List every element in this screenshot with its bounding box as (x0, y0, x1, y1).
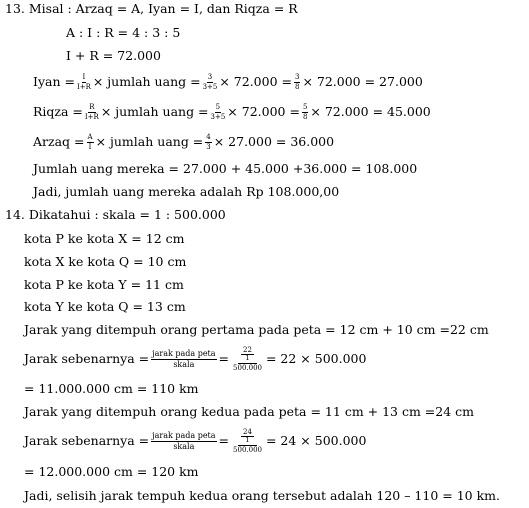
actual-distance-2 (24, 425, 366, 457)
fraction-denominator: I+R (84, 112, 99, 121)
distance-y-q: kota Y ke kota Q = 13 cm (24, 299, 186, 314)
nested-numerator (238, 429, 257, 446)
conclusion-14: Jadi, selisih jarak tempuh kedua orang tersebut adalah 120 – 110 = 10 km. (24, 488, 500, 503)
first-person-map-distance: Jarak yang ditempuh orang pertama pada peta = 12 cm + 10 cm =22 cm (24, 322, 489, 337)
fraction-numerator: jarak pada peta (152, 430, 216, 440)
actual-distance-result: = 22 × 500.000 (265, 350, 367, 366)
fraction-numerator: 5 (215, 102, 221, 111)
arzaq-fraction-1 (87, 134, 94, 151)
equals-sign: = (218, 350, 230, 366)
riqza-mid: × jumlah uang = (100, 103, 209, 119)
fraction-denominator: 3 (206, 142, 211, 151)
sum-line: I + R = 72.000 (66, 48, 161, 63)
inner-denominator: 1 (245, 435, 250, 444)
actual-distance-1 (24, 343, 366, 375)
riqza-fraction-1 (85, 104, 99, 121)
result-2: = 12.000.000 cm = 120 km (24, 464, 199, 479)
riqza-fraction-3 (302, 104, 308, 121)
arzaq-result: × 27.000 = 36.000 (213, 133, 335, 149)
problem-14-header: 14. Dikatahui : skala = 1 : 500.000 (5, 207, 226, 222)
fraction-numerator: 5 (302, 102, 308, 111)
iyan-result: × 72.000 = 27.000 (302, 73, 423, 89)
iyan-mid: × jumlah uang = (92, 73, 201, 89)
nested-fraction (233, 429, 262, 454)
arzaq-label: Arzaq = (33, 133, 85, 149)
distance-p-y: kota P ke kota Y = 11 cm (24, 277, 184, 292)
iyan-mid-2: × 72.000 = (219, 73, 292, 89)
iyan-equation (33, 72, 423, 92)
fraction-denominator: 3+5 (210, 112, 226, 121)
inner-numerator: 22 (243, 345, 252, 354)
riqza-result: × 72.000 = 45.000 (310, 103, 431, 119)
arzaq-fraction-2 (205, 134, 211, 151)
result-1: = 11.000.000 cm = 110 km (24, 381, 199, 396)
fraction-numerator: 3 (207, 72, 213, 81)
distance-x-q: kota X ke kota Q = 10 cm (24, 254, 187, 269)
fraction-denominator: 3+5 (202, 82, 218, 91)
conclusion-13: Jadi, jumlah uang mereka adalah Rp 108.000,00 (33, 184, 340, 199)
iyan-fraction-1 (77, 74, 91, 91)
fraction-numerator: R (89, 102, 95, 111)
fraction-numerator: I (82, 72, 86, 81)
fraction-numerator: A (87, 132, 93, 141)
arzaq-equation (33, 132, 334, 152)
fraction-denominator: skala (173, 359, 195, 369)
inner-numerator: 24 (243, 427, 252, 436)
fraction-numerator: jarak pada peta (152, 348, 216, 358)
riqza-fraction-2 (211, 104, 226, 121)
second-person-map-distance: Jarak yang ditempuh orang kedua pada peta = 11 cm + 13 cm =24 cm (24, 404, 474, 419)
iyan-fraction-2 (203, 74, 218, 91)
fraction-denominator: skala (173, 441, 195, 451)
nested-numerator (238, 347, 257, 364)
riqza-label: Riqza = (33, 103, 83, 119)
actual-distance-result: = 24 × 500.000 (265, 432, 367, 448)
riqza-equation (33, 102, 431, 122)
ratio-line: A : I : R = 4 : 3 : 5 (66, 25, 181, 40)
nested-fraction (233, 347, 262, 372)
fraction-denominator: 8 (302, 112, 308, 121)
total-line: Jumlah uang mereka = 27.000 + 45.000 +36.000 = 108.000 (33, 161, 418, 176)
scale-fraction (151, 350, 216, 369)
distance-p-x: kota P ke kota X = 12 cm (24, 231, 185, 246)
fraction-numerator: 3 (294, 72, 300, 81)
actual-distance-label: Jarak sebenarnya = (24, 350, 150, 366)
problem-13-header: 13. Misal : Arzaq = A, Iyan = I, dan Riqza = R (5, 1, 298, 16)
scale-fraction (151, 432, 216, 451)
fraction-denominator: I+R (76, 82, 91, 91)
equals-sign: = (218, 432, 230, 448)
fraction-numerator: 4 (206, 132, 211, 141)
fraction-denominator: 8 (294, 82, 300, 91)
fraction-denominator: 500.000 (233, 363, 262, 372)
actual-distance-label: Jarak sebenarnya = (24, 432, 150, 448)
fraction-denominator: I (88, 142, 92, 151)
riqza-mid-2: × 72.000 = (227, 103, 300, 119)
fraction-denominator: 500.000 (233, 445, 262, 454)
iyan-label: Iyan = (33, 73, 75, 89)
inner-denominator: 1 (245, 353, 250, 362)
iyan-fraction-3 (294, 74, 300, 91)
arzaq-mid: × jumlah uang = (95, 133, 204, 149)
